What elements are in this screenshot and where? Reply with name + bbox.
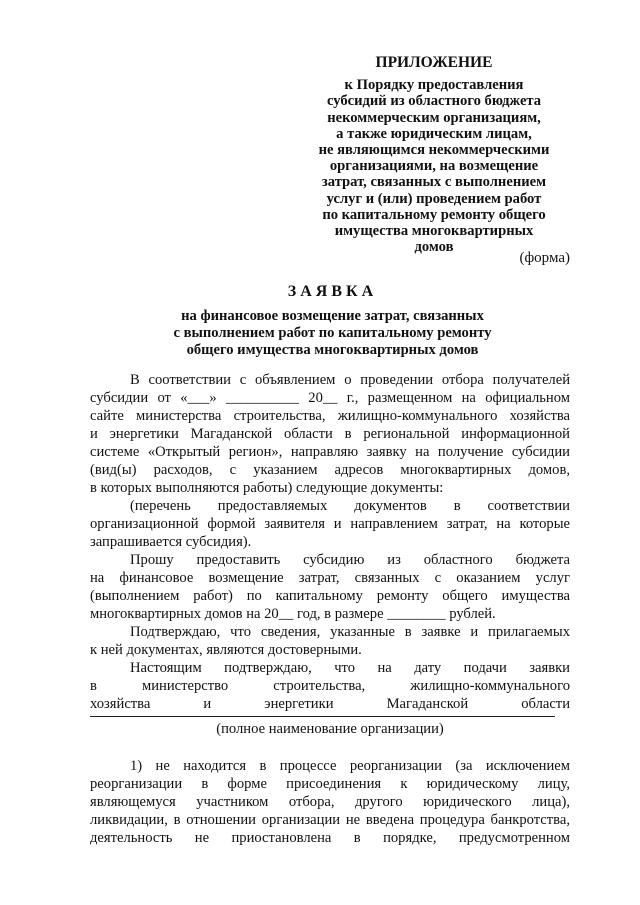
body-line: запрашивается субсидия). [90, 534, 252, 550]
body-line: многоквартирных домов на 20__ год, в размере ________ рублей. [90, 606, 496, 622]
body-line: В соответствии с объявлением о проведении отбора получателей [130, 372, 570, 388]
body-line: организационной формой заявителя и направлением затрат, на которые [90, 516, 570, 532]
document-title: ЗАЯВКА [287, 283, 378, 300]
appendix-line: по капитальному ремонту общего [322, 206, 546, 223]
appendix-line: имущества многоквартирных [334, 223, 534, 240]
body-line: субсидии от «___» __________ 20__ г., размещенном на официальном [90, 390, 570, 406]
subtitle-line: с выполнением работ по капитальному ремонту [173, 325, 492, 341]
appendix-block [300, 55, 568, 255]
appendix-line: организациями, на возмещение [329, 158, 539, 175]
appendix-line: затрат, связанных с выполнением [321, 174, 547, 191]
conditions-list [90, 757, 570, 847]
form-mark: (форма) [519, 250, 570, 266]
appendix-line: субсидий из областного бюджета [326, 93, 542, 110]
body-line: в которых выполняются работы) следующие документы: [90, 480, 444, 496]
application-body [90, 371, 570, 713]
body-line: Прошу предоставить субсидию из областного бюджета [130, 552, 570, 568]
appendix-line: домов [414, 239, 454, 256]
subtitle-line: общего имущества многоквартирных домов [186, 342, 479, 358]
body-line: сайте министерства строительства, жилищно-коммунального хозяйства [90, 408, 570, 424]
body-line: (выполнением работ) по капитальному ремонту общего имущества [90, 588, 570, 604]
appendix-line: услуг и (или) проведением работ [326, 190, 542, 207]
condition-line: являющемуся участником отбора, другого юридического лица), [90, 794, 570, 810]
appendix-title: ПРИЛОЖЕНИЕ [375, 54, 493, 71]
condition-line: реорганизации в форме присоединения к юридическому лицу, [90, 776, 570, 792]
organization-name-caption: (полное наименование организации) [216, 721, 444, 737]
body-line: на финансовое возмещение затрат, связанных с оказанием услуг [90, 570, 570, 586]
appendix-line: к Порядку предоставления [344, 77, 524, 94]
body-line: к ней документах, являются достоверными. [90, 642, 362, 658]
body-line: хозяйства и энергетики Магаданской области [90, 696, 570, 712]
body-line: системе «Открытый регион», направляю заявку на получение субсидии [90, 444, 570, 460]
body-line: и энергетики Магаданской области в региональной информационной [90, 426, 570, 442]
document-subtitle [90, 308, 575, 359]
body-line: Подтверждаю, что сведения, указанные в заявке и прилагаемых [130, 624, 570, 640]
body-line: (перечень предоставляемых документов в соответствии [130, 498, 570, 514]
appendix-line: а также юридическим лицам, [336, 125, 532, 142]
body-line: Настоящим подтверждаю, что на дату подачи заявки [130, 660, 570, 676]
condition-line: деятельность не приостановлена в порядке, предусмотренном [90, 830, 570, 846]
condition-line: 1) не находится в процессе реорганизации (за исключением [130, 758, 570, 774]
organization-name-line [90, 716, 555, 717]
appendix-line: не являющимся некоммерческими [318, 142, 550, 159]
subtitle-line: на финансовое возмещение затрат, связанных [181, 308, 484, 324]
body-line: (вид(ы) расходов, с указанием адресов многоквартирных домов, [90, 462, 570, 478]
condition-line: ликвидации, в отношении организации не введена процедура банкротства, [90, 812, 570, 828]
body-line: в министерство строительства, жилищно-коммунального [90, 678, 570, 694]
appendix-line: некоммерческим организациям, [327, 109, 541, 126]
